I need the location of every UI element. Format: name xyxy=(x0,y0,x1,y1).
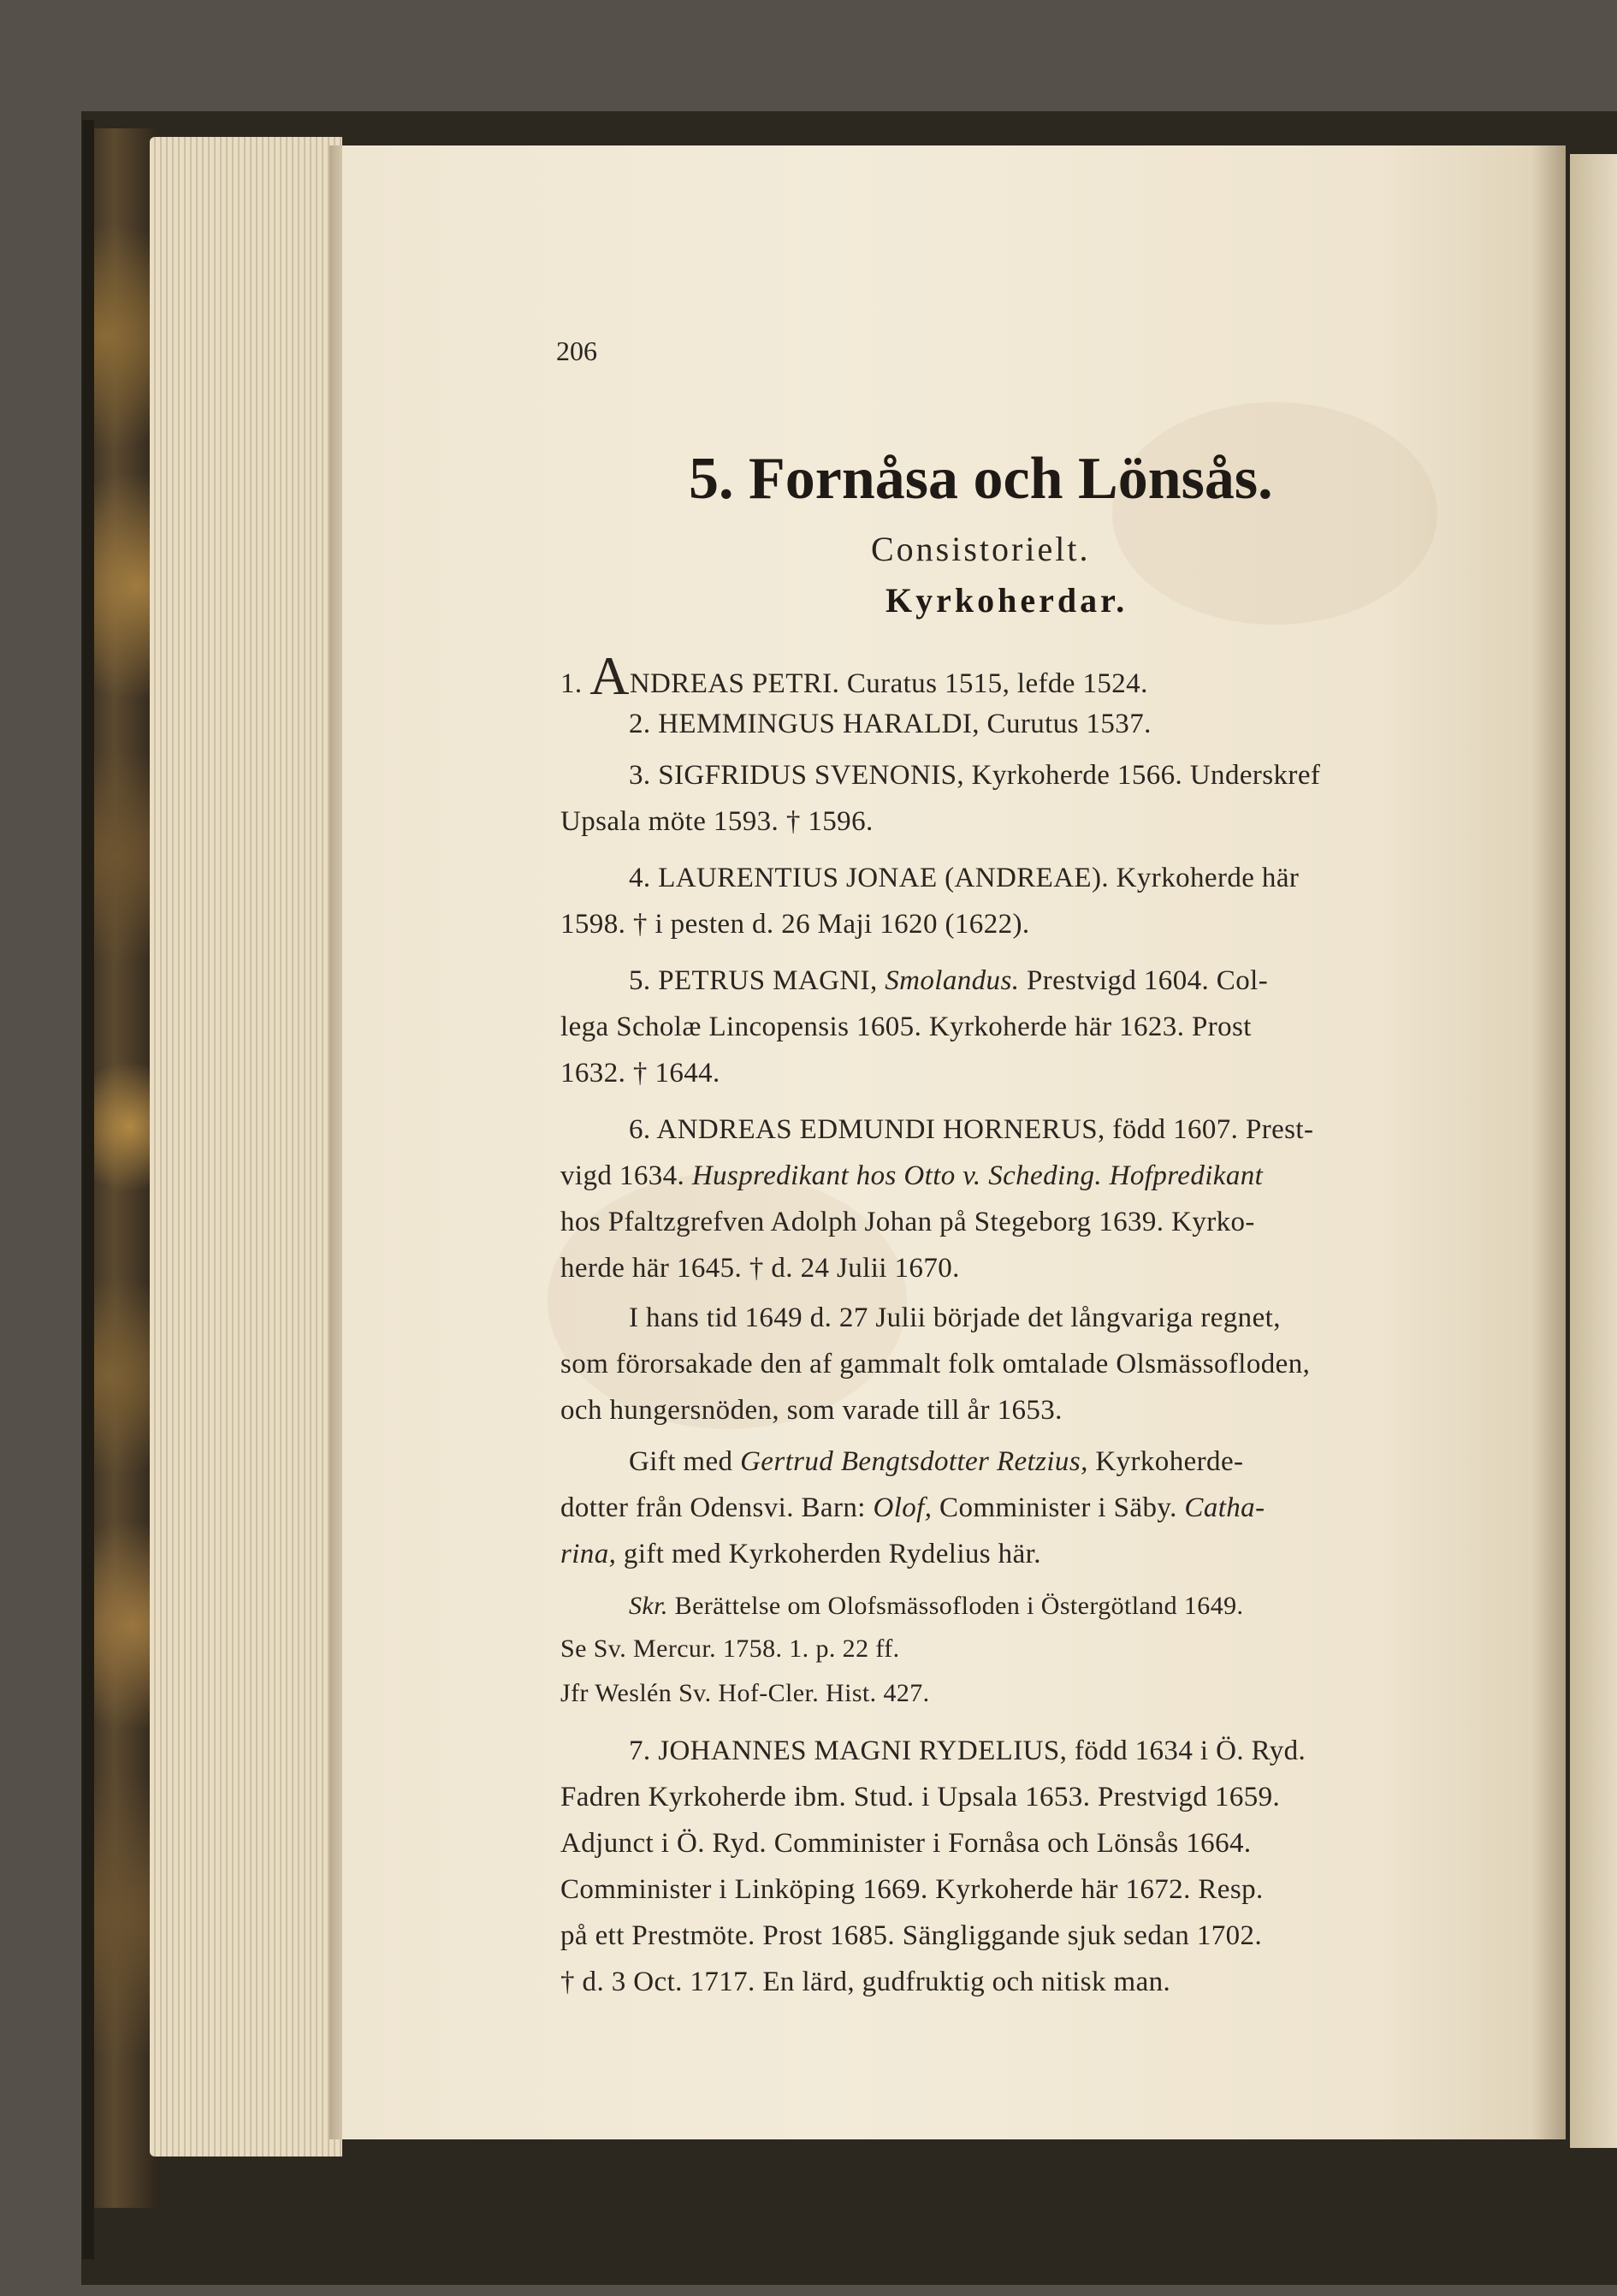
line-text: 1598. † i pesten d. 26 Maji 1620 (1622). xyxy=(560,909,1030,940)
page-number: 206 xyxy=(556,335,597,366)
text-line xyxy=(629,1735,1549,1767)
italic-text: Huspredikant hos Otto v. Scheding. Hofpredikant xyxy=(691,1160,1264,1191)
text-line xyxy=(560,1967,1480,1998)
text-line xyxy=(560,1349,1480,1380)
line-text: hos Pfaltzgrefven Adolph Johan på Stegeborg 1639. Kyrko- xyxy=(560,1207,1255,1237)
line-text: Upsala möte 1593. † 1596. xyxy=(560,806,874,837)
line-text: Se Sv. Mercur. 1758. 1. p. 22 ff. xyxy=(560,1634,900,1663)
text-line xyxy=(629,1592,1549,1621)
italic-text: Smolandus. xyxy=(885,965,1020,996)
text-line xyxy=(560,1782,1480,1813)
text-line xyxy=(560,909,1480,940)
line-text: herde här 1645. † d. 24 Julii 1670. xyxy=(560,1253,960,1284)
text-line xyxy=(560,1253,1480,1284)
text-line xyxy=(560,1920,1480,1952)
italic-text: rina, xyxy=(560,1539,617,1569)
line-text: 4. LAURENTIUS JONAE (ANDREAE). Kyrkoherde här xyxy=(629,863,1300,893)
text-line xyxy=(560,1207,1480,1238)
line-text: Prestvigd 1604. Col- xyxy=(1019,965,1269,996)
text-line xyxy=(560,1492,1480,1524)
marbled-cover xyxy=(86,128,158,2208)
line-text: 6. ANDREAS EDMUNDI HORNERUS, född 1607. Prest- xyxy=(629,1114,1314,1145)
line-text: gift med Kyrkoherden Rydelius här. xyxy=(616,1539,1041,1569)
line-text: Gift med xyxy=(629,1446,741,1477)
text-line xyxy=(560,1828,1480,1860)
line-text: 1632. † 1644. xyxy=(560,1058,720,1089)
line-text: lega Scholæ Lincopensis 1605. Kyrkoherde här 1623. Prost xyxy=(560,1012,1252,1042)
line-text: Comminister i Säby. xyxy=(932,1492,1185,1523)
cover-edge xyxy=(82,120,94,2259)
line-text: Fadren Kyrkoherde ibm. Stud. i Upsala 1653. Prestvigd 1659. xyxy=(560,1782,1281,1812)
line-text: på ett Prestmöte. Prost 1685. Sängliggande sjuk sedan 1702. xyxy=(560,1920,1263,1951)
italic-text: Gertrud Bengtsdotter Retzius, xyxy=(740,1446,1088,1477)
italic-text: Olof, xyxy=(873,1492,933,1523)
text-line xyxy=(629,760,1549,792)
facing-page-edge xyxy=(1570,154,1617,2148)
text-line xyxy=(629,1446,1549,1478)
text-line xyxy=(560,1874,1480,1906)
paper-stain xyxy=(1112,402,1437,625)
drop-cap: A xyxy=(589,645,630,706)
text-line xyxy=(560,1539,1480,1570)
text-line xyxy=(629,1114,1549,1146)
line-text: 5. PETRUS MAGNI, xyxy=(629,965,886,996)
text-line xyxy=(629,863,1549,894)
text-line xyxy=(560,806,1480,838)
page-stack xyxy=(150,137,342,2157)
line-text: I hans tid 1649 d. 27 Julii började det långvariga regnet, xyxy=(629,1302,1281,1333)
chapter-subtitle: Consistorielt. xyxy=(871,530,1091,568)
text-line xyxy=(560,1395,1480,1427)
line-text: dotter från Odensvi. Barn: xyxy=(560,1492,874,1523)
text-line xyxy=(560,1058,1480,1089)
line-text: NDREAS PETRI. Curatus 1515, lefde 1524. xyxy=(629,668,1148,699)
italic-text: Catha- xyxy=(1184,1492,1265,1523)
line-text: Comminister i Linköping 1669. Kyrkoherde här 1672. Resp. xyxy=(560,1874,1264,1905)
text-line xyxy=(560,1679,1480,1708)
line-text: Adjunct i Ö. Ryd. Comminister i Fornåsa och Lönsås 1664. xyxy=(560,1828,1252,1859)
text-line xyxy=(629,965,1549,997)
text-line xyxy=(560,645,1480,706)
italic-text: Skr. xyxy=(629,1592,668,1620)
line-text: † d. 3 Oct. 1717. En lärd, gudfruktig och nitisk man. xyxy=(560,1967,1171,1997)
line-text: vigd 1634. xyxy=(560,1160,692,1191)
line-text: Kyrkoherde- xyxy=(1087,1446,1244,1477)
line-text: 7. JOHANNES MAGNI RYDELIUS, född 1634 i Ö. Ryd. xyxy=(629,1735,1306,1766)
text-line xyxy=(629,1302,1549,1334)
line-text: Jfr Weslén Sv. Hof-Cler. Hist. 427. xyxy=(560,1679,930,1707)
text-line xyxy=(629,709,1549,740)
chapter-title: 5. Fornåsa och Lönsås. xyxy=(689,446,1273,512)
line-text: 3. SIGFRIDUS SVENONIS, Kyrkoherde 1566. Underskref xyxy=(629,760,1321,791)
line-text: Berättelse om Olofsmässofloden i Östergötland 1649. xyxy=(667,1592,1244,1620)
text-line xyxy=(560,1012,1480,1043)
line-text: som förorsakade den af gammalt folk omtalade Olsmässofloden, xyxy=(560,1349,1311,1379)
text-line xyxy=(560,1160,1480,1192)
line-text: och hungersnöden, som varade till år 1653. xyxy=(560,1395,1063,1426)
text-line xyxy=(560,1634,1480,1664)
section-heading: Kyrkoherdar. xyxy=(886,581,1128,620)
line-text: 2. HEMMINGUS HARALDI, Curutus 1537. xyxy=(629,709,1152,739)
entry-number: 1. xyxy=(560,668,590,699)
